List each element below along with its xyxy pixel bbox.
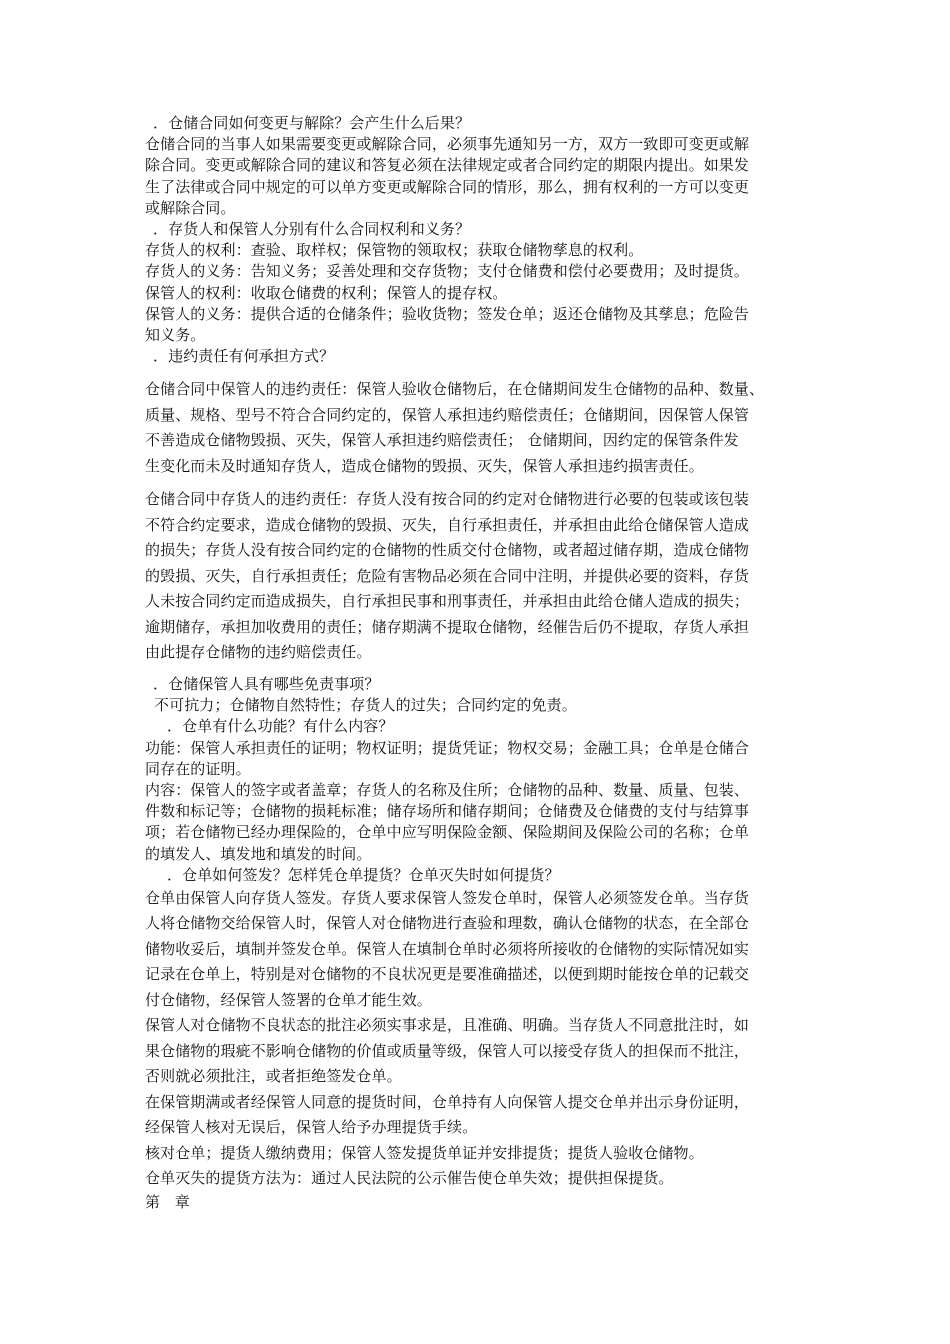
text-line: 储物收妥后，填制并签发仓单。保管人在填制仓单时必须将所接收的仓储物的实际情况如实 <box>145 939 750 958</box>
question-heading: ．仓储合同如何变更与解除？会产生什么后果？ <box>153 114 471 132</box>
text-line: 不符合约定要求，造成仓储物的毁损、灭失，自行承担责任，并承担由此给仓储保管人造成 <box>145 515 750 534</box>
text-line: 生了法律或合同中规定的可以单方变更或解除合同的情形，那么，拥有权利的一方可以变更 <box>145 177 750 196</box>
text-line: 不善造成仓储物毁损、灭失，保管人承担违约赔偿责任； 仓储期间，因约定的保管条件发 <box>145 431 739 450</box>
text-line: 存货人的权利：查验、取样权；保管物的领取权；获取仓储物孳息的权利。 <box>145 241 644 260</box>
document-body <box>145 113 812 1213</box>
section-rights-duties <box>145 219 812 367</box>
section-warehouse-receipt <box>145 716 812 886</box>
section-breach-liability <box>145 377 812 666</box>
text-line: 仓储合同的当事人如果需要变更或解除合同，必须事先通知另一方，双方一致即可变更或解 <box>145 135 750 154</box>
text-line: 果仓储物的瑕疵不影响仓储物的价值或质量等级，保管人可以接受存货人的担保而不批注， <box>145 1041 750 1060</box>
text-line: 除合同。变更或解除合同的建议和答复必须在法律规定或者合同约定的期限内提出。如果发 <box>145 156 750 175</box>
section-exemptions <box>145 674 812 716</box>
question-heading: ．存货人和保管人分别有什么合同权利和义务？ <box>153 220 471 239</box>
text-line: 在保管期满或者经保管人同意的提货时间，仓单持有人向保管人提交仓单并出示身份证明， <box>145 1092 750 1111</box>
text-line: 人将仓储物交给保管人时，保管人对仓储物进行查验和理数，确认仓储物的状态，在全部仓 <box>145 914 750 933</box>
text-line: 的填发人、填发地和填发的时间。 <box>145 844 372 863</box>
text-line: 存货人的义务：告知义务；妥善处理和交存货物；支付仓储费和偿付必要费用；及时提货。 <box>145 262 750 281</box>
text-line: 记录在仓单上，特别是对仓储物的不良状况更是要准确描述，以便到期时能按仓单的记载交 <box>145 965 750 984</box>
section-receipt-issue <box>145 886 812 1192</box>
text-line: 保管人的权利：收取仓储费的权利；保管人的提存权。 <box>145 283 508 302</box>
text-line: 的损失；存货人没有按合同约定的仓储物的性质交付仓储物，或者超过储存期，造成仓储物 <box>145 541 750 560</box>
section-contract-change <box>145 113 812 219</box>
text-line: 仓储合同中存货人的违约责任：存货人没有按合同的约定对仓储物进行必要的包装或该包装 <box>145 490 750 509</box>
text-line: 件数和标记等；仓储物的损耗标准；储存场所和储存期间；仓储费及仓储费的支付与结算事 <box>145 802 750 821</box>
text-line: 由此提存仓储物的违约赔偿责任。 <box>145 643 372 662</box>
text-line: 人未按合同约定而造成损失，自行承担民事和刑事责任，并承担由此给仓储人造成的损失； <box>145 592 750 611</box>
text-line: 逾期储存，承担加收费用的责任；储存期满不提取仓储物，经催告后仍不提取，存货人承担 <box>145 617 750 636</box>
chapter-footer: 第 章 <box>145 1192 190 1211</box>
text-line: 内容：保管人的签字或者盖章；存货人的名称及住所；仓储物的品种、数量、质量、包装、 <box>145 780 750 799</box>
text-line: 或解除合同。 <box>145 198 236 217</box>
text-line: 同存在的证明。 <box>145 759 251 778</box>
text-line: 核对仓单；提货人缴纳费用；保管人签发提货单证并安排提货；提货人验收仓储物。 <box>145 1143 704 1162</box>
text-line: 的毁损、灭失，自行承担责任；危险有害物品必须在合同中注明，并提供必要的资料，存货 <box>145 566 750 585</box>
question-heading: ．仓储保管人具有哪些免责事项？ <box>153 674 380 693</box>
text-line: 经保管人核对无误后，保管人给予办理提货手续。 <box>145 1118 478 1137</box>
text-line: 仓单灭失的提货方法为：通过人民法院的公示催告使仓单失效；提供担保提货。 <box>145 1169 674 1188</box>
text-line: 保管人对仓储物不良状态的批注必须实事求是，且准确、明确。当存货人不同意批注时，如 <box>145 1016 750 1035</box>
question-heading: ．仓单有什么功能？有什么内容？ <box>167 717 394 736</box>
text-line: 否则就必须批注，或者拒绝签发仓单。 <box>145 1067 402 1086</box>
text-line: 功能：保管人承担责任的证明；物权证明；提货凭证；物权交易；金融工具；仓单是仓储合 <box>145 738 750 757</box>
question-heading: ．违约责任有何承担方式？ <box>153 347 335 366</box>
text-line: 知义务。 <box>145 326 206 345</box>
text-line: 保管人的义务：提供合适的仓储条件；验收货物；签发仓单；返还仓储物及其孳息；危险告 <box>145 304 750 323</box>
text-line: 仓储合同中保管人的违约责任：保管人验收仓储物后，在仓储期间发生仓储物的品种、数量、 <box>145 380 765 399</box>
text-line: 生变化而未及时通知存货人，造成仓储物的毁损、灭失，保管人承担违约损害责任。 <box>145 456 704 475</box>
text-line: 质量、规格、型号不符合合同约定的，保管人承担违约赔偿责任；仓储期间，因保管人保管 <box>145 405 750 424</box>
text-line: 项；若仓储物已经办理保险的，仓单中应写明保险金额、保险期间及保险公司的名称；仓单 <box>145 823 750 842</box>
text-line: 不可抗力；仓储物自然特性；存货人的过失；合同约定的免责。 <box>154 696 577 715</box>
question-heading: ．仓单如何签发？怎样凭仓单提货？仓单灭失时如何提货？ <box>167 865 560 884</box>
text-line: 仓单由保管人向存货人签发。存货人要求保管人签发仓单时，保管人必须签发仓单。当存货 <box>145 888 750 907</box>
text-line: 付仓储物，经保管人签署的仓单才能生效。 <box>145 990 432 1009</box>
